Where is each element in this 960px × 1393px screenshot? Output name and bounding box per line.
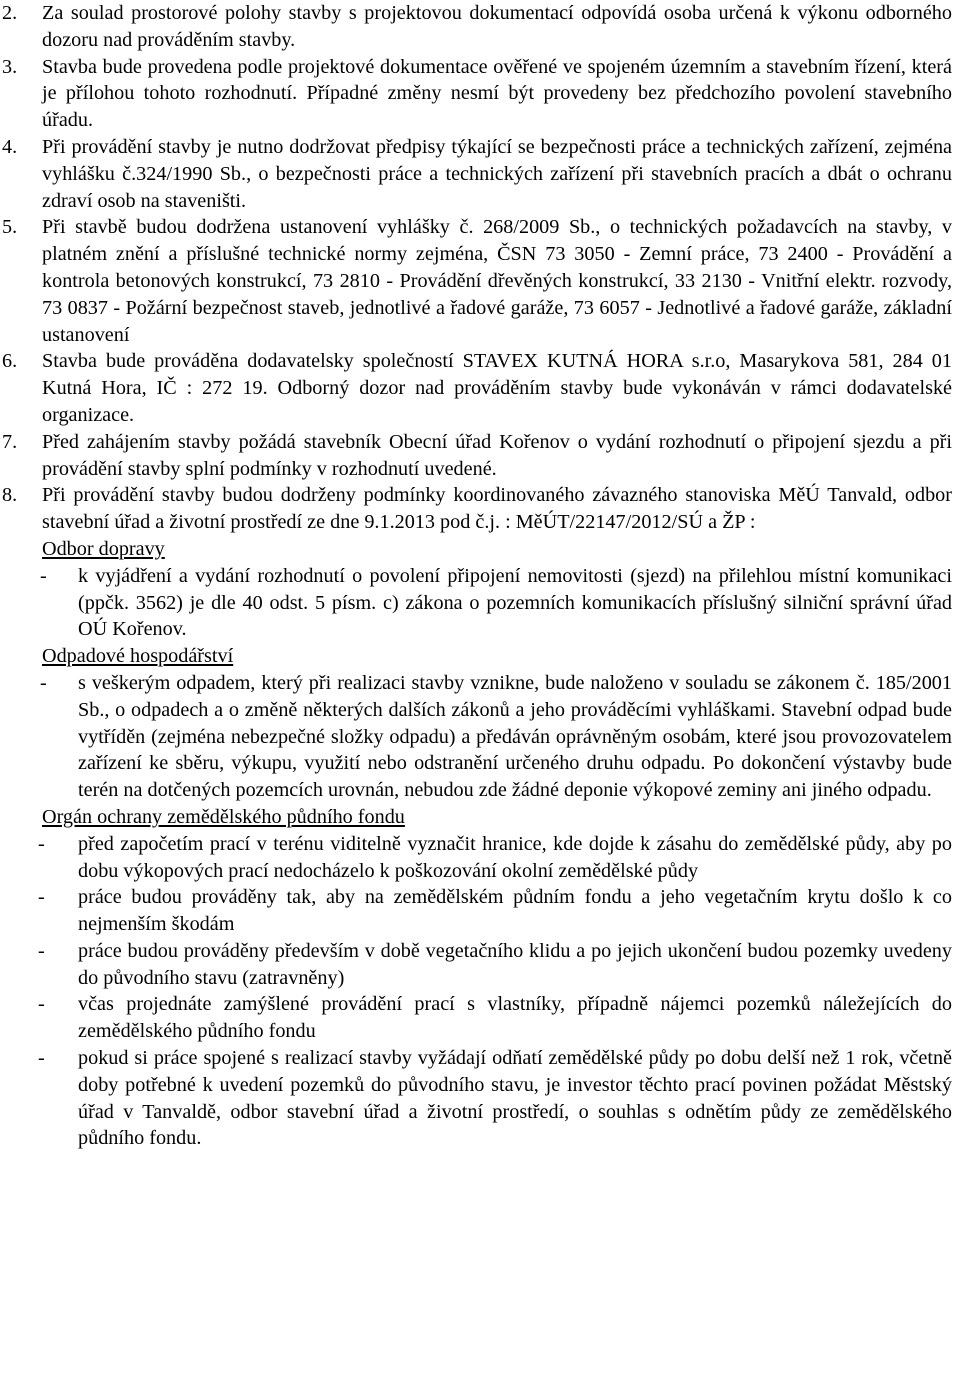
condition-item-5 [0, 214, 960, 348]
item-number: 4. [2, 135, 18, 158]
section-heading-zpf: Orgán ochrany zemědělského půdního fondu [42, 805, 405, 828]
bullet-text: před započetím prací v terénu viditelně vyznačit hranice, kde dojde k zásahu do zemědělské půdy, aby po dobu výkopových prací nedocházelo k poškozování okolní zemědělské půdy [78, 832, 952, 882]
bullet-zpf-4 [0, 991, 960, 1045]
item-text: Při provádění stavby budou dodrženy podmínky koordinovaného závazného stanoviska MěÚ Tanvald, odbor stavební úřad a životní prostředí ze dne 9.1.2013 pod č.j. : MěÚT/22147/2012/SÚ a ŽP : [42, 484, 952, 534]
item-number: 2. [2, 2, 18, 24]
bullet-text: včas projednáte zamýšlené provádění prací s vlastníky, případně nájemci pozemků náležejících do zemědělského půdního fondu [78, 993, 952, 1043]
bullet-dash: - [38, 993, 45, 1016]
bullet-dash: - [38, 1047, 45, 1070]
condition-item-7 [0, 429, 960, 483]
section-odpady [0, 643, 960, 670]
item-text: Stavba bude prováděna dodavatelsky společností STAVEX KUTNÁ HORA s.r.o, Masarykova 581, 284 01 Kutná Hora, IČ : 272 19. Odborný dozor nad prováděním stavby bude vykonáván v rámci dodavatelské organizace. [42, 350, 952, 426]
section-heading-doprava: Odbor dopravy [42, 537, 165, 560]
bullet-odpady-1 [0, 670, 960, 804]
item-text: Při provádění stavby je nutno dodržovat předpisy týkající se bezpečnosti práce a technických zařízení, zejména vyhlášku č.324/1990 Sb., o bezpečnosti práce a technických zařízení při stavebních pracích a dbát o ochranu zdraví osob na staveništi. [42, 135, 952, 212]
bullet-dash: - [40, 564, 47, 587]
bullet-text: s veškerým odpadem, který při realizaci stavby vznikne, bude naloženo v souladu se zákonem č. 185/2001 Sb., o odpadech a o změně některých dalších zákonů a jeho prováděcími vyhláškami. Stavební odpad bude vytříděn (zejména nebezpečné složky odpadu) a předáván oprávněným osobám, které jsou provozovatelem zařízení ke sběru, výkupu, využití nebo odstranění určeného druhu odpadu. Po dokončení výstavby bude terén na dotčených pozemcích urovnán, nebudou zde žádné deponie výkopové zeminy ani jiného odpadu. [78, 671, 952, 802]
bullet-zpf-5 [0, 1045, 960, 1152]
item-number: 5. [2, 216, 18, 239]
condition-item-6 [0, 348, 960, 428]
bullet-zpf-3 [0, 938, 960, 992]
bullet-dash: - [38, 939, 45, 962]
item-number: 6. [2, 350, 18, 373]
bullet-zpf-2 [0, 884, 960, 938]
bullet-dash: - [40, 671, 47, 694]
bullet-dash: - [38, 886, 45, 909]
condition-item-4 [0, 134, 960, 214]
item-number: 8. [2, 484, 18, 507]
condition-item-3 [0, 54, 960, 134]
item-text: Před zahájením stavby požádá stavebník Obecní úřad Kořenov o vydání rozhodnutí o připojení sjezdu a při provádění stavby splní podmínky v rozhodnutí uvedené. [42, 430, 952, 480]
item-text: Za soulad prostorové polohy stavby s projektovou dokumentací odpovídá osoba určená k výkonu odborného dozoru nad prováděním stavby. [42, 2, 952, 51]
condition-item-2 [0, 0, 960, 54]
item-number: 7. [2, 430, 18, 453]
item-text: Stavba bude provedena podle projektové dokumentace ověřené ve spojeném územním a stavebním řízení, která je přílohou tohoto rozhodnutí. Případné změny nesmí být provedeny bez předchozího povolení stavebního úřadu. [42, 55, 952, 132]
section-doprava [0, 536, 960, 563]
bullet-zpf-1 [0, 831, 960, 885]
bullet-doprava-1 [0, 563, 960, 643]
bullet-text: k vyjádření a vydání rozhodnutí o povolení připojení nemovitosti (sjezd) na přilehlou místní komunikaci (ppčk. 3562) je dle 40 odst. 5 písm. c) zákona o pozemních komunikacích příslušný silniční správní úřad OÚ Kořenov. [78, 564, 952, 641]
item-text: Při stavbě budou dodržena ustanovení vyhlášky č. 268/2009 Sb., o technických požadavcích na stavby, v platném znění a příslušné technické normy zejména, ČSN 73 3050 - Zemní práce, 73 2400 - Provádění a kontrola betonových konstrukcí, 73 2810 - Provádění dřevěných konstrukcí, 33 2130 - Vnitřní elektr. rozvody, 73 0837 - Požární bezpečnost staveb, jednotlivé a řadové garáže, 73 6057 - Jednotlivé a řadové garáže, základní ustanovení [42, 216, 952, 346]
bullet-text: pokud si práce spojené s realizací stavby vyžádají odňatí zemědělské půdy po dobu delší než 1 rok, včetně doby potřebné k uvedení pozemků do původního stavu, je investor těchto prací povinen požádat Městský úřad v Tanvaldě, odbor stavební úřad a životní prostředí, o souhlas s odnětím půdy ze zemědělského půdního fondu. [78, 1047, 952, 1150]
bullet-text: práce budou prováděny tak, aby na zemědělském půdním fondu a jeho vegetačním krytu došlo k co nejmenším škodám [78, 886, 952, 936]
bullet-dash: - [38, 832, 45, 855]
item-number: 3. [2, 55, 18, 78]
condition-item-8 [0, 482, 960, 536]
section-heading-odpady: Odpadové hospodářství [42, 645, 234, 668]
bullet-text: práce budou prováděny především v době vegetačního klidu a po jejich ukončení budou pozemky uvedeny do původního stavu (zatravněny) [78, 939, 952, 989]
